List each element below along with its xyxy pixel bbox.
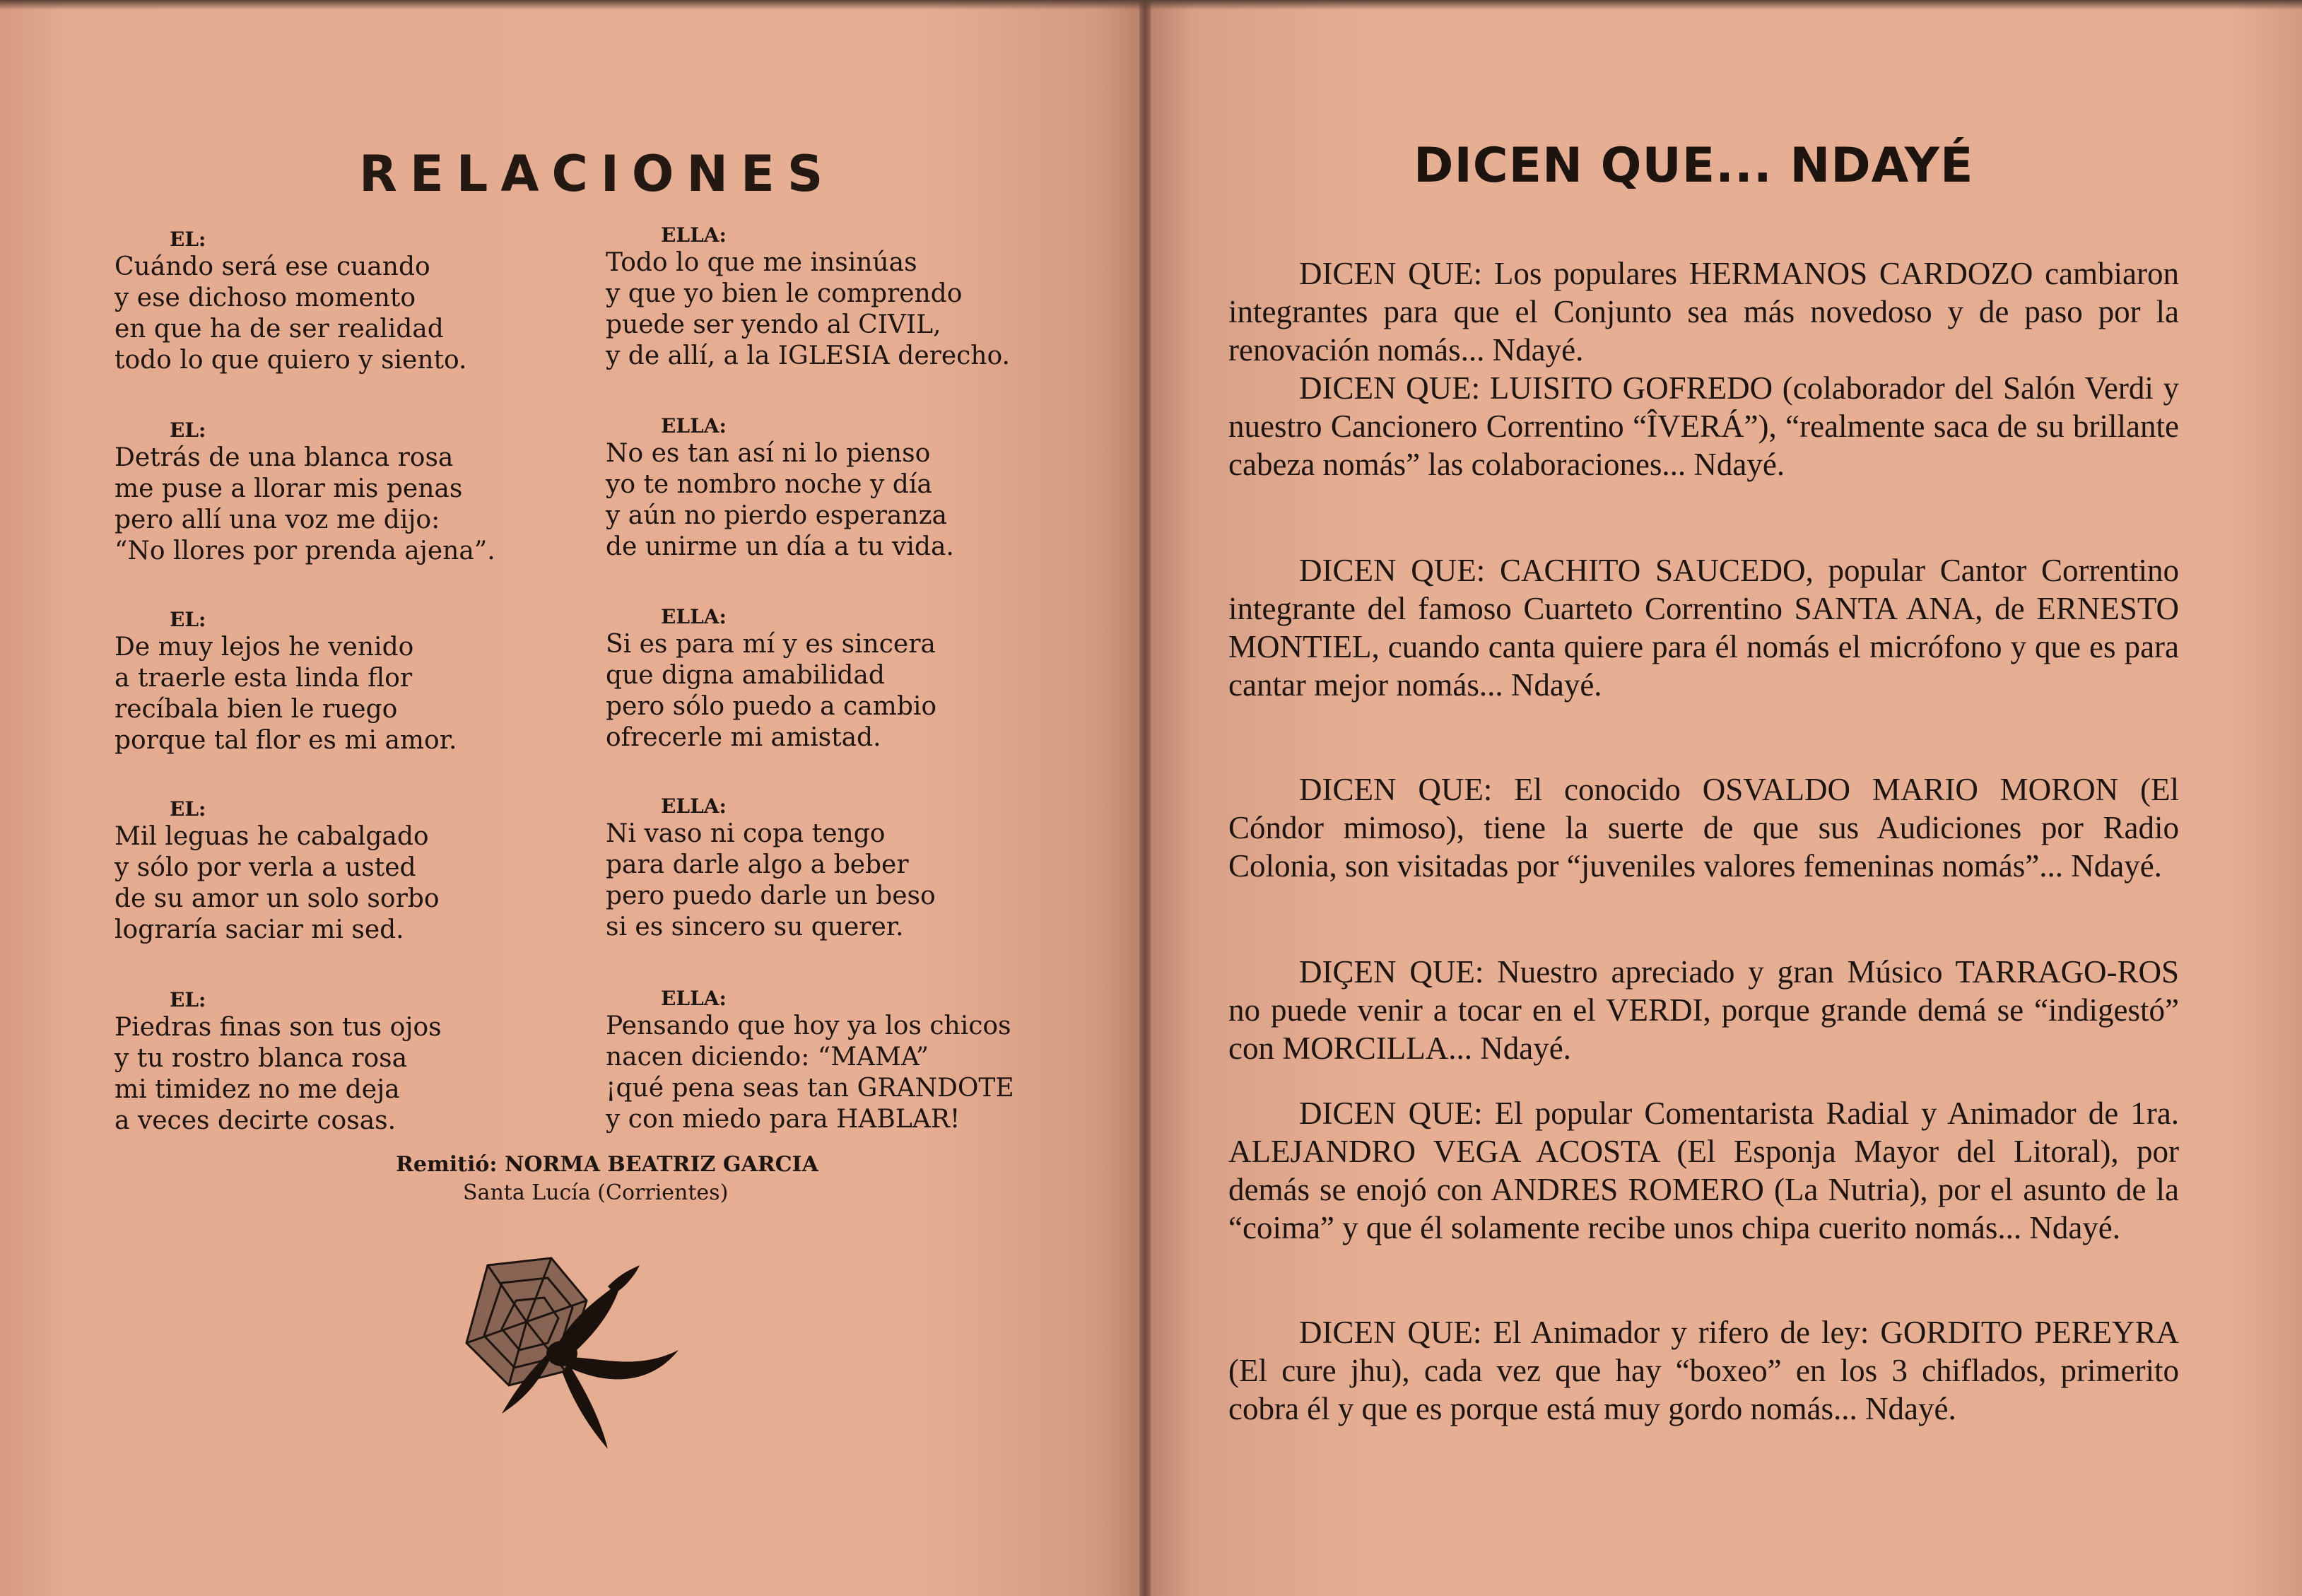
gossip-paragraph-7: DICEN QUE: El Animador y rifero de ley: GORDITO PEREYRA (El cure jhu), cada vez que hay “boxeo” en los 3 chiflados, primerito cobra él y que es porque está muy gordo nomás... Ndayé. bbox=[1228, 1315, 2179, 1426]
verse-line: yo te nombro noche y día bbox=[606, 470, 932, 499]
book-gutter bbox=[1139, 0, 1151, 1596]
verse-line: Detrás de una blanca rosa bbox=[114, 443, 454, 472]
speaker-label: EL: bbox=[170, 988, 206, 1011]
speaker-label: ELLA: bbox=[661, 414, 727, 438]
verse-line: Piedras finas son tus ojos bbox=[114, 1013, 442, 1042]
verse-line: pero allí una voz me dijo: bbox=[114, 505, 440, 534]
gossip-paragraph-6: DICEN QUE: El popular Comentarista Radial y Animador de 1ra. ALEJANDRO VEGA ACOSTA (El Esponja Mayor del Litoral), por demás se enojó con ANDRES ROMERO (La Nutria), por el asunto de la “coima” y que él solamente recibe unos chipa cuerito nomás... Ndayé. bbox=[1228, 1096, 2179, 1245]
credit-place: Santa Lucía (Corrientes) bbox=[463, 1180, 729, 1205]
verse-line: De muy lejos he venido bbox=[114, 633, 414, 662]
verse-line: si es sincero su querer. bbox=[606, 913, 904, 941]
verse-line: y de allí, a la IGLESIA derecho. bbox=[606, 341, 1010, 370]
verse-line: que digna amabilidad bbox=[606, 661, 885, 690]
gossip-paragraph-2: DICEN QUE: LUISITO GOFREDO (colaborador del Salón Verdi y nuestro Cancionero Correntino “ÎVERÁ”), “realmente saca de su brillante cabeza nomás” las colaboraciones... Ndayé. bbox=[1228, 370, 2179, 482]
verse-line: lograría saciar mi sed. bbox=[114, 915, 404, 944]
verse-line: Ni vaso ni copa tengo bbox=[606, 819, 886, 848]
verse-line: ofrecerle mi amistad. bbox=[606, 723, 881, 752]
verse-line: Pensando que hoy ya los chicos bbox=[606, 1011, 1011, 1040]
speaker-label: ELLA: bbox=[661, 987, 727, 1010]
speaker-label: EL: bbox=[170, 418, 206, 442]
speaker-label: EL: bbox=[170, 797, 206, 821]
verse-line: me puse a llorar mis penas bbox=[114, 474, 463, 503]
ella-stanza-5 bbox=[606, 987, 1100, 1135]
relaciones-title: RELACIONES bbox=[359, 145, 836, 203]
verse-line: para darle algo a beber bbox=[606, 850, 909, 879]
verse-line: ¡qué pena seas tan GRANDOTE bbox=[606, 1074, 1014, 1103]
credit-line: Remitió: NORMA BEATRIZ GARCIA bbox=[396, 1152, 818, 1177]
verse-line: y que yo bien le comprendo bbox=[606, 279, 963, 308]
verse-line: pero sólo puedo a cambio bbox=[606, 692, 937, 721]
verse-line: Si es para mí y es sincera bbox=[606, 630, 936, 659]
verse-line: Mil leguas he cabalgado bbox=[114, 822, 429, 851]
verse-line: recíbala bien le ruego bbox=[114, 695, 398, 724]
el-stanza-3 bbox=[114, 608, 609, 756]
verse-line: No es tan así ni lo pienso bbox=[606, 439, 931, 468]
ella-stanza-3 bbox=[606, 605, 1100, 753]
verse-line: de unirme un día a tu vida. bbox=[606, 532, 954, 561]
dicen-que-title: DICEN QUE... NDAYÉ bbox=[1414, 138, 1974, 194]
gossip-paragraph-4: DICEN QUE: El conocido OSVALDO MARIO MORON (El Cóndor mimoso), tiene la suerte de que sus Audiciones por Radio Colonia, son visitadas por “juveniles valores femeninas nomás”... Ndayé. bbox=[1228, 772, 2179, 884]
verse-line: y ese dichoso momento bbox=[114, 283, 416, 312]
ella-stanza-2 bbox=[606, 414, 1100, 563]
speaker-label: ELLA: bbox=[661, 605, 727, 628]
ella-stanza-4 bbox=[606, 794, 1100, 943]
verse-line: a traerle esta linda flor bbox=[114, 664, 413, 693]
verse-line: a veces decirte cosas. bbox=[114, 1106, 397, 1135]
verse-line: Todo lo que me insinúas bbox=[606, 248, 917, 277]
verse-line: porque tal flor es mi amor. bbox=[114, 726, 457, 755]
el-stanza-1 bbox=[114, 228, 609, 376]
spiderweb-flower-illustration bbox=[445, 1251, 714, 1449]
speaker-label: EL: bbox=[170, 228, 206, 251]
verse-line: “No llores por prenda ajena”. bbox=[114, 536, 495, 565]
verse-line: y sólo por verla a usted bbox=[114, 853, 416, 882]
el-stanza-2 bbox=[114, 418, 609, 567]
gossip-paragraph-1: DICEN QUE: Los populares HERMANOS CARDOZO cambiaron integrantes para que el Conjunto sea más novedoso y de paso por la renovación nomás... Ndayé. bbox=[1228, 256, 2179, 368]
el-stanza-4 bbox=[114, 797, 609, 946]
speaker-label: ELLA: bbox=[661, 223, 727, 247]
ella-stanza-1 bbox=[606, 223, 1100, 372]
verse-line: todo lo que quiero y siento. bbox=[114, 346, 467, 375]
verse-line: nacen diciendo: “MAMA” bbox=[606, 1043, 929, 1072]
verse-line: y aún no pierdo esperanza bbox=[606, 501, 948, 530]
verse-line: de su amor un solo sorbo bbox=[114, 884, 440, 913]
verse-line: pero puedo darle un beso bbox=[606, 881, 936, 910]
top-edge-shadow bbox=[0, 0, 2302, 10]
el-stanza-5 bbox=[114, 988, 609, 1137]
verse-line: y tu rostro blanca rosa bbox=[114, 1044, 408, 1073]
verse-line: mi timidez no me deja bbox=[114, 1075, 400, 1104]
verse-line: y con miedo para HABLAR! bbox=[606, 1105, 961, 1134]
speaker-label: ELLA: bbox=[661, 794, 727, 818]
gossip-paragraph-3: DICEN QUE: CACHITO SAUCEDO, popular Cantor Correntino integrante del famoso Cuarteto Correntino SANTA ANA, de ERNESTO MONTIEL, cuando canta quiere para él nomás el micrófono y que es para cantar mejor nomás... Ndayé. bbox=[1228, 553, 2179, 703]
verse-line: en que ha de ser realidad bbox=[114, 315, 444, 344]
speaker-label: EL: bbox=[170, 608, 206, 631]
gossip-paragraph-5: DIÇEN QUE: Nuestro apreciado y gran Músico TARRAGO-ROS no puede venir a tocar en el VERDI, porque grande demá se “indigestó” con MORCILLA... Ndayé. bbox=[1228, 954, 2179, 1066]
verse-line: puede ser yendo al CIVIL, bbox=[606, 310, 941, 339]
verse-line: Cuándo será ese cuando bbox=[114, 252, 430, 281]
